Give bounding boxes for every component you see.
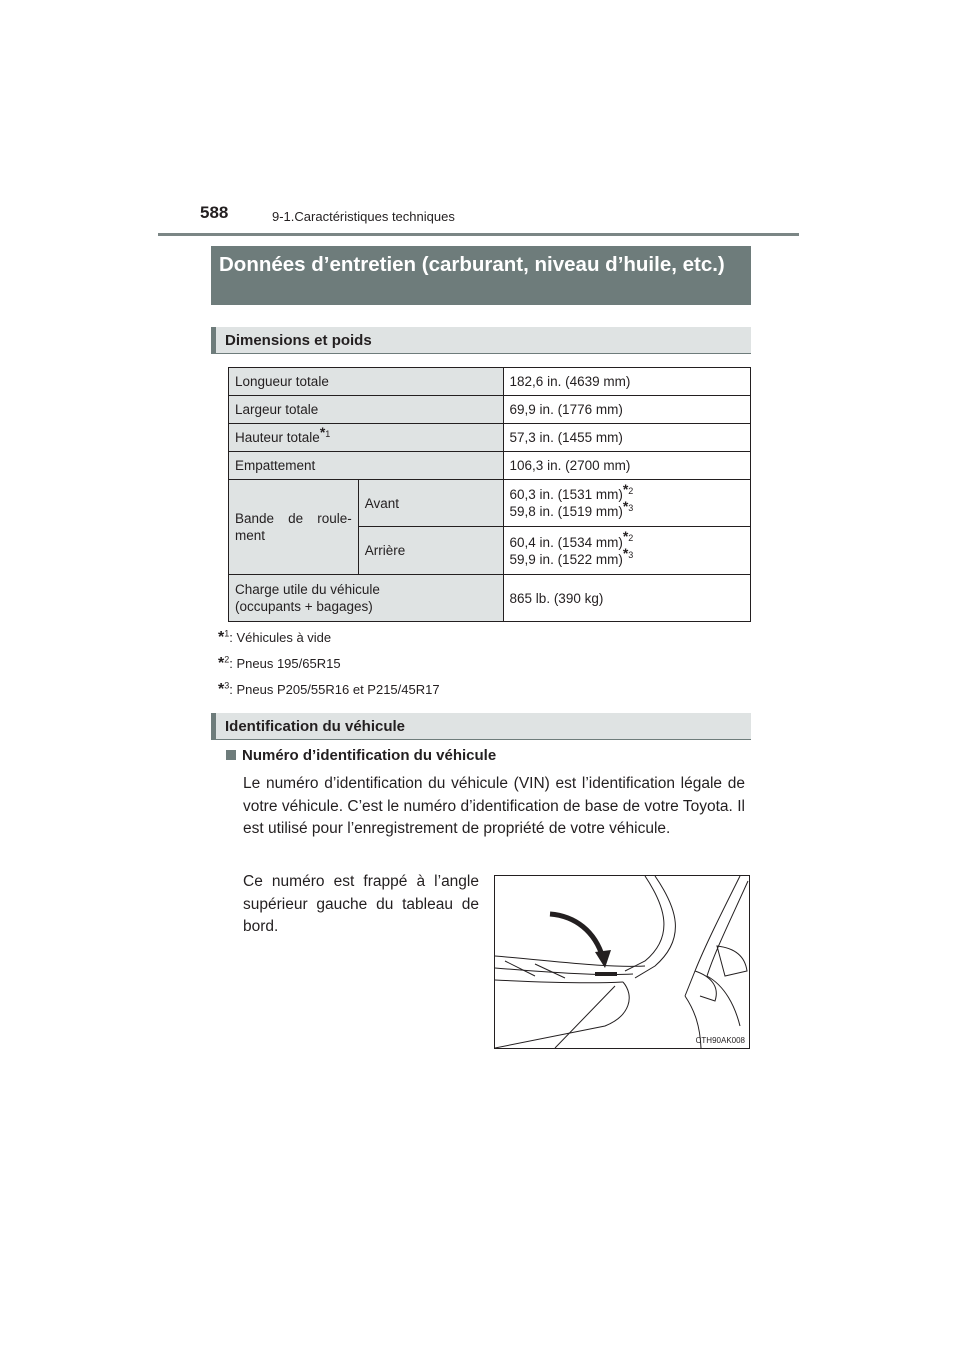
footnote-mark: *	[622, 528, 629, 544]
row-label-largeur: Largeur totale	[229, 396, 504, 424]
row-value-avant	[503, 480, 750, 527]
row-value-empattement: 106,3 in. (2700 mm)	[503, 452, 750, 480]
footnote-ref: 3	[628, 502, 634, 513]
footnote-1	[218, 629, 331, 647]
page-title: Données d’entretien (carburant, niveau d’huile, etc.)	[211, 246, 751, 305]
footnote-num: 2	[224, 654, 230, 665]
footnote-text: : Pneus 195/65R15	[229, 656, 341, 671]
charge-label-1: Charge utile du véhicule	[235, 582, 380, 597]
row-label-avant: Avant	[358, 480, 503, 527]
header-rule	[158, 233, 799, 236]
dimensions-table	[228, 367, 751, 622]
dashboard-drawing	[495, 876, 749, 1048]
square-bullet-icon	[226, 750, 236, 760]
row-label-hauteur	[229, 424, 504, 452]
row-label-longueur: Longueur totale	[229, 368, 504, 396]
footnote-star: *	[218, 655, 225, 672]
footnote-mark: *	[622, 480, 629, 497]
identification-heading: Identification du véhicule	[225, 718, 406, 735]
footnote-text: : Véhicules à vide	[229, 630, 332, 645]
row-value-charge: 865 lb. (390 kg)	[503, 575, 750, 622]
table-row	[229, 424, 751, 452]
table-row	[229, 396, 751, 424]
row-value-arriere	[503, 527, 750, 575]
footnote-ref: 2	[628, 533, 634, 543]
table-row	[229, 480, 751, 527]
avant-value-1: 60,3 in. (1531 mm)	[509, 487, 623, 502]
charge-label-2: (occupants + bagages)	[235, 599, 373, 614]
footnote-num: 1	[224, 628, 230, 639]
section-header: 9-1.Caractéristiques techniques	[272, 209, 455, 224]
footnote-ref: 1	[325, 428, 331, 439]
row-label-arriere: Arrière	[358, 527, 503, 575]
row-label-empattement: Empattement	[229, 452, 504, 480]
table-row	[229, 575, 751, 622]
footnote-3	[218, 681, 440, 699]
vin-plate	[595, 972, 617, 976]
row-label-charge	[229, 575, 504, 622]
vin-title-text: Numéro d’identification du véhicule	[242, 747, 497, 764]
avant-value-2: 59,8 in. (1519 mm)	[509, 504, 623, 519]
footnote-ref: 3	[628, 550, 634, 560]
footnote-ref: 2	[628, 485, 634, 496]
row-label-bande: Bande de roule-ment	[229, 480, 359, 575]
footnote-text: : Pneus P205/55R16 et P215/45R17	[229, 682, 440, 697]
arrow-icon	[550, 914, 603, 958]
row-value-largeur: 69,9 in. (1776 mm)	[503, 396, 750, 424]
table-row	[229, 452, 751, 480]
heading-accent-bar	[211, 327, 216, 354]
figure-code: CTH90AK008	[695, 1036, 745, 1045]
heading-accent-bar	[211, 713, 216, 740]
dimensions-heading-band	[211, 327, 751, 354]
row-value-longueur: 182,6 in. (4639 mm)	[503, 368, 750, 396]
footnote-star: *	[218, 629, 225, 646]
dimensions-heading: Dimensions et poids	[225, 332, 372, 349]
footnote-mark: *	[622, 545, 629, 561]
hauteur-label-text: Hauteur totale	[235, 430, 320, 445]
identification-heading-band	[211, 713, 751, 740]
arriere-value-2: 59,9 in. (1522 mm)	[509, 551, 623, 567]
footnote-mark: *	[622, 497, 629, 514]
footnote-mark: *	[319, 423, 326, 440]
arriere-value-1: 60,4 in. (1534 mm)	[509, 534, 623, 550]
vin-location-illustration	[494, 875, 750, 1049]
vin-paragraph-2: Ce numéro est frappé à l’angle supérieur gauche du tableau de bord.	[243, 873, 479, 936]
row-value-hauteur: 57,3 in. (1455 mm)	[503, 424, 750, 452]
table-row	[229, 368, 751, 396]
page-number: 588	[200, 203, 229, 222]
footnote-num: 3	[224, 680, 230, 691]
vin-paragraph-1: Le numéro d’identification du véhicule (VIN) est l’identification légale de votre véhicule. C’est le numéro d’identification de base de votre Toyota. Il est utilisé pour l’enregistrement de propriété de votre véhicule.	[243, 775, 745, 838]
footnote-star: *	[218, 681, 225, 698]
vin-subsection-title	[226, 747, 496, 764]
footnote-2	[218, 655, 341, 673]
